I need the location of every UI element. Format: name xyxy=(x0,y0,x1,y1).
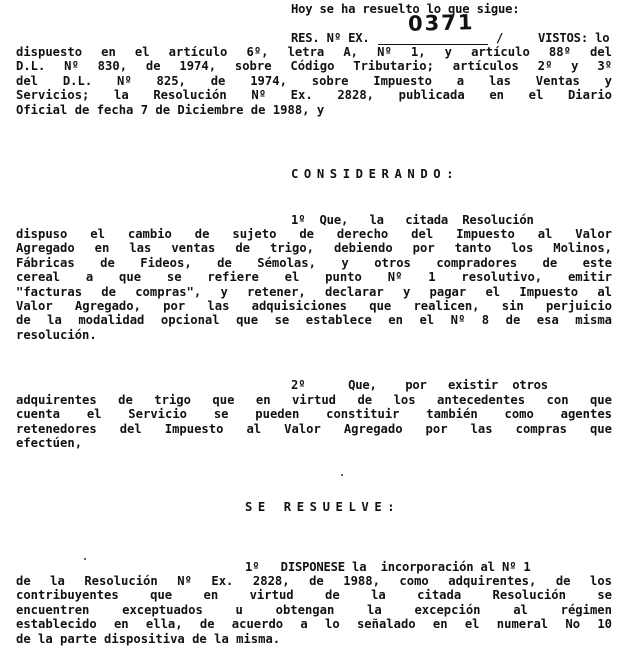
resolution-number-stamp: 0371 xyxy=(407,10,475,36)
resuelve-1-first-line: 1º DISPONESE la incorporación al Nº 1 xyxy=(245,560,531,574)
considerando-2-line: efectúen, xyxy=(16,436,83,451)
considerando-2-first-line: 2º Que, por existir otros xyxy=(291,378,548,392)
considerando-1-line: "facturas de compras", y retener, declarar y pagar el Impuesto al xyxy=(16,284,612,299)
vistos-line: dispuesto en el artículo 6º, letra A, Nº 1, y artículo 88º del xyxy=(16,45,612,59)
vistos-label: VISTOS: lo xyxy=(538,31,610,45)
considerando-1-line: Valor Agregado, por las adquisiciones que realicen, sin perjuicio xyxy=(16,299,612,314)
considerando-1-line: Agregado en las ventas de trigo, debiendo por tanto los Molinos, xyxy=(16,241,612,256)
considerando-1-line: de la modalidad opcional que se establece en el Nº 8 de esa misma xyxy=(16,313,612,328)
resuelve-1-line: contribuyentes que en virtud de la citada Resolución se xyxy=(16,588,612,603)
resuelve-1-line: encuentren exceptuados u obtengan la excepción al régimen xyxy=(16,602,612,617)
vistos-line: Servicios; la Resolución Nº Ex. 2828, publicada en el Diario xyxy=(16,88,612,103)
vistos-line: Oficial de fecha 7 de Diciembre de 1988, y xyxy=(16,102,325,117)
considerando-2-line: retenedores del Impuesto al Valor Agregado por las compras que xyxy=(16,421,612,436)
considerando-heading: CONSIDERANDO: xyxy=(291,167,460,181)
considerando-2-line: cuenta el Servicio se pueden constituir también como agentes xyxy=(16,407,612,422)
vistos-line: D.L. Nº 830, de 1974, sobre Código Tributario; artículos 2º y 3º xyxy=(16,59,612,74)
scan-speck xyxy=(341,474,343,476)
considerando-1-first-line: 1º Que, la citada Resolución xyxy=(291,213,534,227)
considerando-2-paragraph xyxy=(16,393,612,451)
resuelve-heading: SE RESUELVE: xyxy=(245,500,401,514)
resuelve-1-line: de la parte dispositiva de la misma. xyxy=(16,631,281,646)
considerando-1-paragraph xyxy=(16,227,612,342)
considerando-2-line: adquirentes de trigo que en virtud de los antecedentes con que xyxy=(16,393,612,407)
resuelve-1-line: de la Resolución Nº Ex. 2828, de 1988, como adquirentes, de los xyxy=(16,574,612,588)
res-slash: / xyxy=(496,31,504,45)
resuelve-1-paragraph xyxy=(16,574,612,646)
intro-line: Hoy se ha resuelto lo que sigue: xyxy=(291,2,520,16)
vistos-line: del D.L. Nº 825, de 1974, sobre Impuesto a las Ventas y xyxy=(16,73,612,88)
vistos-paragraph xyxy=(16,45,612,117)
considerando-1-line: dispuso el cambio de sujeto de derecho del Impuesto al Valor xyxy=(16,227,612,241)
scan-speck xyxy=(84,558,86,560)
considerando-1-line: Fábricas de Fideos, de Sémolas, y otros compradores de este xyxy=(16,255,612,270)
considerando-1-line: resolución. xyxy=(16,327,97,342)
considerando-1-line: cereal a que se refiere el punto Nº 1 resolutivo, emitir xyxy=(16,270,612,285)
res-label: RES. Nº EX. xyxy=(291,31,370,45)
resuelve-1-line: establecido en ella, de acuerdo a lo señalado en el numeral No 10 xyxy=(16,617,612,632)
